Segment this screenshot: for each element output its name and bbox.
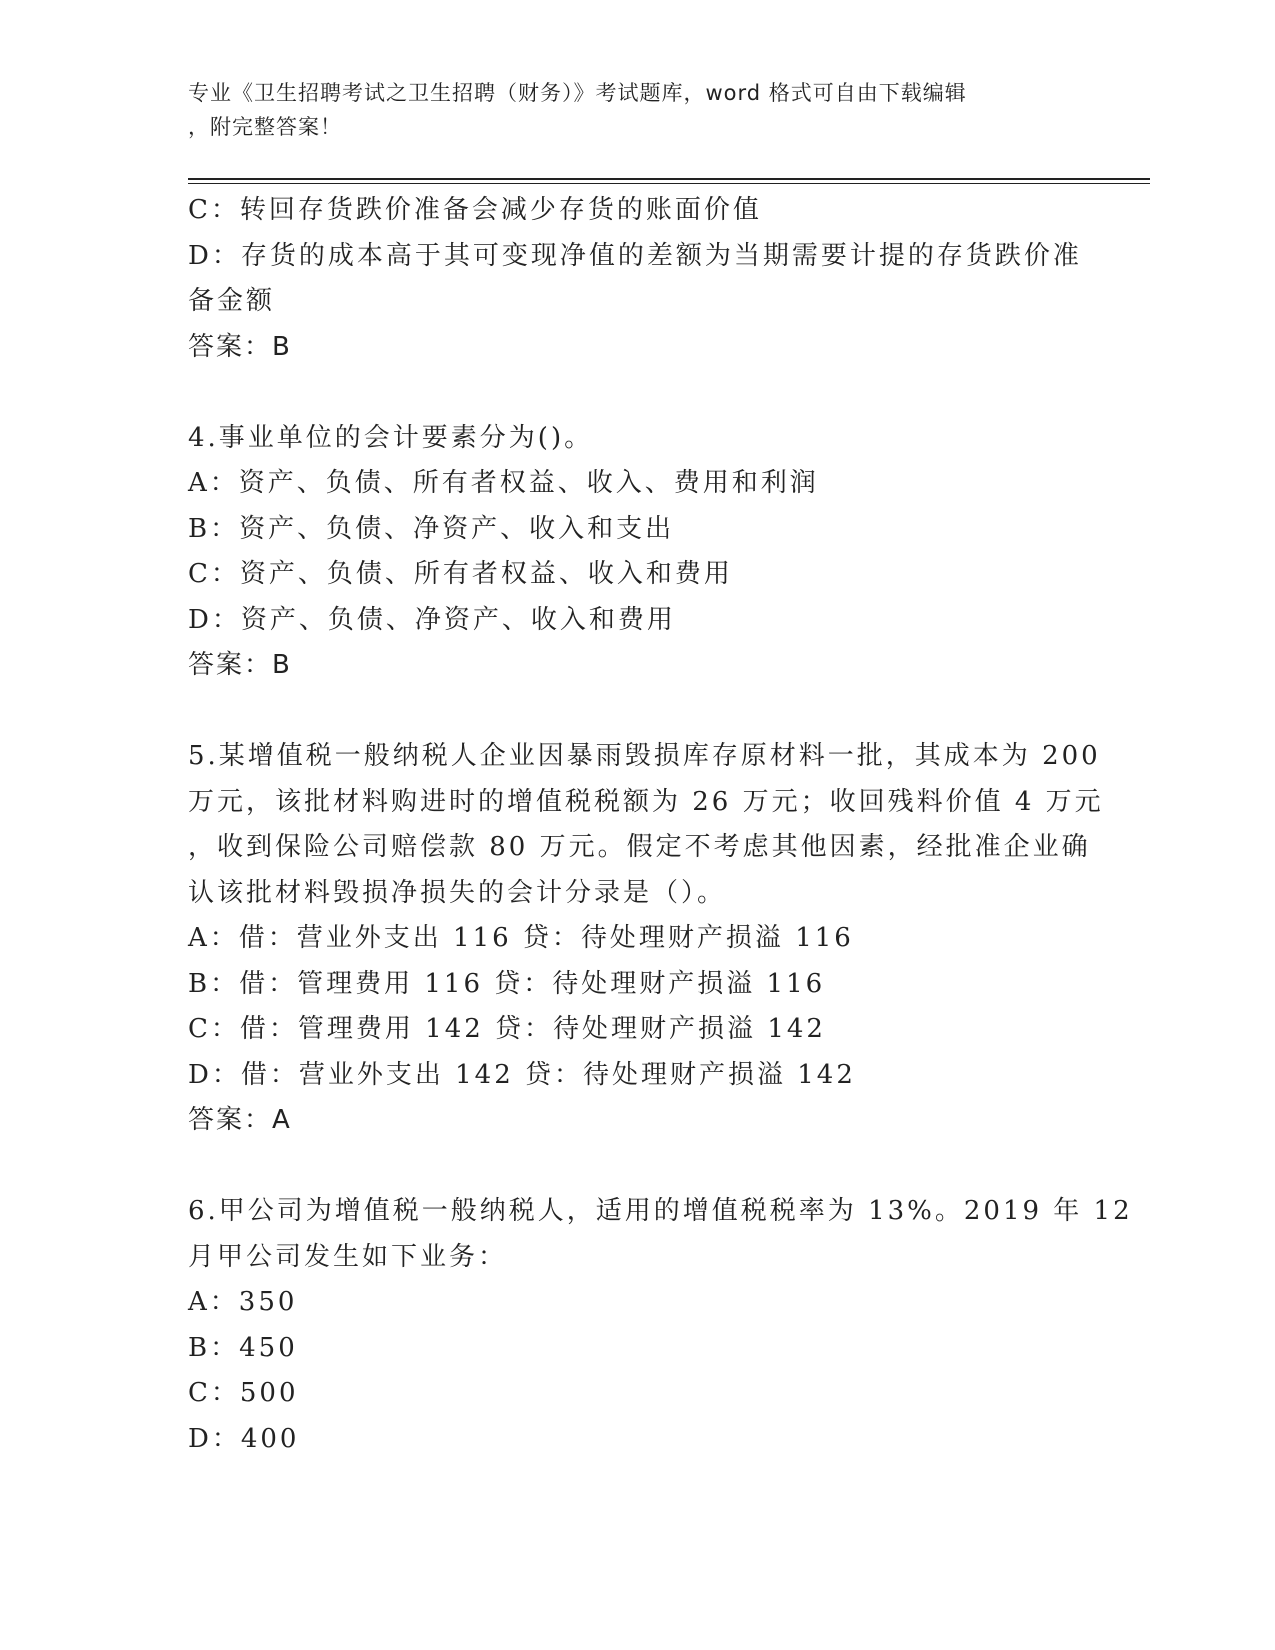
q5-option-d: D：借：营业外支出 142 贷：待处理财产损溢 142 <box>188 1059 856 1090</box>
q4-stem: 4.事业单位的会计要素分为()。 <box>188 422 594 453</box>
q4-option-a: A：资产、负债、所有者权益、收入、费用和利润 <box>188 468 819 498</box>
header-line-1: 专业《卫生招聘考试之卫生招聘（财务）》考试题库，word 格式可自由下载编辑 <box>188 81 967 105</box>
question-4 <box>188 416 1088 689</box>
q6-stem-line-1: 6.甲公司为增值税一般纳税人，适用的增值税税率为 13%。2019 年 12 <box>188 1196 1133 1226</box>
q6-option-c: C：500 <box>188 1378 299 1408</box>
q5-stem-line-2: 万元，该批材料购进时的增值税税额为 26 万元；收回残料价值 4 万元 <box>188 786 1104 817</box>
q4-option-b: B：资产、负债、净资产、收入和支出 <box>188 513 675 544</box>
header-line-2: ，附完整答案！ <box>188 115 342 139</box>
q4-answer: 答案：B <box>188 650 292 680</box>
q3-answer: 答案：B <box>188 331 292 362</box>
header-rule-thick <box>188 178 1150 180</box>
header-rule-thin <box>188 183 1150 184</box>
q5-answer: 答案：A <box>188 1105 292 1135</box>
q5-option-c: C：借：管理费用 142 贷：待处理财产损溢 142 <box>188 1014 826 1044</box>
q5-stem-line-1: 5.某增值税一般纳税人企业因暴雨毁损库存原材料一批，其成本为 200 <box>188 741 1101 771</box>
page-header <box>188 76 1088 144</box>
q5-option-b: B：借：管理费用 116 贷：待处理财产损溢 116 <box>188 968 826 999</box>
question-6 <box>188 1189 1133 1462</box>
q6-option-b: B：450 <box>188 1332 298 1363</box>
question-content <box>188 188 1133 1462</box>
spacer <box>188 1144 1088 1190</box>
q5-option-a: A：借：营业外支出 116 贷：待处理财产损溢 116 <box>188 923 854 953</box>
q3-option-d-line-1: D：存货的成本高于其可变现净值的差额为当期需要计提的存货跌价准 <box>188 240 1082 271</box>
spacer <box>188 689 1088 735</box>
q3-option-c: C：转回存货跌价准备会减少存货的账面价值 <box>188 195 762 225</box>
q6-stem-line-2: 月甲公司发生如下业务： <box>188 1241 508 1272</box>
q4-option-c: C：资产、负债、所有者权益、收入和费用 <box>188 559 733 589</box>
q6-option-a: A：350 <box>188 1287 298 1317</box>
spacer <box>188 370 1088 416</box>
q6-option-d: D：400 <box>188 1423 300 1454</box>
q4-option-d: D：资产、负债、净资产、收入和费用 <box>188 604 676 635</box>
q5-stem-line-4: 认该批材料毁损净损失的会计分录是（）。 <box>188 877 727 908</box>
question-5 <box>188 734 1104 1144</box>
q5-stem-line-3: ，收到保险公司赔偿款 80 万元。假定不考虑其他因素，经批准企业确 <box>188 832 1091 862</box>
q3-option-d-line-2: 备金额 <box>188 286 276 316</box>
question-3-tail <box>188 188 1088 370</box>
